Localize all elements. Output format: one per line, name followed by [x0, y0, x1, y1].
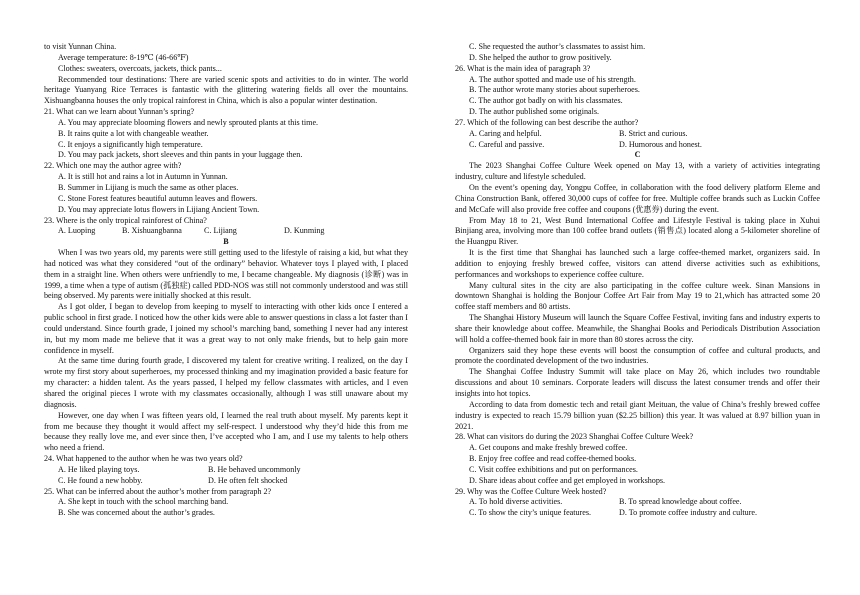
q23-options [44, 226, 408, 237]
q28-option-c: C. Visit coffee exhibitions and put on performances. [469, 464, 638, 474]
q23-option-a: A. Luoping [58, 226, 96, 236]
passage-c-paragraph-9: According to data from domestic tech and retail giant Meituan, the value of China’s freshly brewed coffee industry is expected to reach 15.79 billion yuan ($2.25 billion) this year. It was valued at 8.97 billion yuan in 2021. [455, 399, 820, 431]
q28-option-a: A. Get coupons and make freshly brewed coffee. [469, 443, 628, 453]
q22-option-d: D. You may appreciate lotus flowers in Lijiang Ancient Town. [58, 204, 260, 214]
q25-option-b: B. She was concerned about the author’s grades. [58, 508, 215, 518]
passage-c-paragraph-8: The Shanghai Coffee Industry Summit will take place on May 26, which includes two roundtable discussions and about 10 seminars. Corporate leaders will discuss the latest consumer trends and offer their insights into hot topics. [455, 367, 820, 398]
q25-option-a: A. She kept in touch with the school marching band. [58, 497, 229, 507]
q27-option-a: A. Caring and helpful. [469, 128, 542, 138]
q21-option-c: C. It enjoys a significantly high temperature. [58, 139, 203, 149]
q24-option-c: C. He found a new hobby. [58, 475, 143, 485]
question-22: 22. Which one may the author agree with? [44, 161, 182, 171]
question-26: 26. What is the main idea of paragraph 3? [455, 63, 591, 73]
section-c-heading: C [634, 150, 641, 160]
section-b-heading: B [223, 237, 229, 247]
q21-option-d: D. You may pack jackets, short sleeves and thin pants in your luggage then. [58, 150, 303, 160]
q23-option-c: C. Lijiang [204, 226, 237, 236]
q26-option-c: C. The author got badly on with his classmates. [469, 96, 623, 106]
passage-a-tail: to visit Yunnan China. [44, 42, 117, 51]
q24-option-d: D. He often felt shocked [208, 475, 288, 485]
q27-options [455, 129, 820, 151]
q25-option-d: D. She helped the author to grow positively. [469, 52, 612, 62]
q28-option-d: D. Share ideas about coffee and get employed in workshops. [469, 475, 666, 485]
passage-c-paragraph-4: It is the first time that Shanghai has launched such a large coffee-themed market, organizers said. In addition to enjoying freshly brewed coffee, visitors can attend diverse activities such as exhibitions, performances and workshops to experience coffee culture. [455, 248, 820, 279]
passage-c-paragraph-7: Organizers said they hope these events will boost the consumption of coffee and cultural products, and promote the coordinated development of the two industries. [455, 345, 820, 366]
passage-c-paragraph-3: From May 18 to 21, West Bund International Coffee and Lifestyle Festival is taking place in Xuhui Binjiang area, involving more than 100 coffee brand outlets (销售点) located along a 5-kilometer shoreline of the Huangpu River. [455, 215, 820, 247]
passage-c-paragraph-5: Many cultural sites in the city are also participating in the coffee culture week. Sinan Mansions in downtown Shanghai is holding the Bonjour Coffee Art Fair from May 19 to 21,which has attracted some 20 coffee staff members and 80 artists. [455, 280, 820, 312]
q22-option-c: C. Stone Forest features beautiful autumn leaves and flowers. [58, 193, 258, 203]
passage-c-paragraph-2: On the event’s opening day, Yongpu Coffee, in collaboration with the food delivery platform Eleme and China Construction Bank, offered 30,000 cups of coffee for free. Multiple coffee brands such as Luckin Coffee and McCafe will also provide free coffee and coupons (优惠券) during the event. [455, 182, 820, 214]
passage-c-paragraph-1: The 2023 Shanghai Coffee Culture Week opened on May 13, with a variety of activities integrating industry, culture and lifestyle scheduled. [455, 161, 820, 182]
q27-option-d: D. Humorous and honest. [619, 139, 702, 149]
q29-option-a: A. To hold diverse activities. [469, 497, 563, 507]
q23-option-d: D. Kunming [284, 226, 325, 236]
q29-options [455, 497, 820, 519]
tour-destinations: Recommended tour destinations: There are varied scenic spots and activities to do in winter. The world heritage Yuanyang Rice Terraces is fantastic with the glittering watering fields all over the mountains. Xishuangbanna houses the only tropical rainforest in China, which is also a popular winter destination. [44, 74, 408, 106]
q27-option-b: B. Strict and curious. [619, 128, 688, 138]
question-23: 23. Where is the only tropical rainforest of China? [44, 215, 207, 225]
q27-option-c: C. Careful and passive. [469, 139, 545, 149]
q24-options [44, 465, 408, 487]
passage-b-paragraph-3: At the same time during fourth grade, I discovered my talent for creative writing. I realized, on the day I wrote my first story about superheroes, my processed thinking and my imagination provided a basic feature for my character: a hidden talent. As the years passed, I helped my fellow classmates with articles, and I even shared the original pieces I wrote with my classmates occasionally, although I was still unaware about my diagnosis. [44, 356, 408, 409]
q26-option-b: B. The author wrote many stories about superheroes. [469, 85, 640, 95]
q22-option-b: B. Summer in Lijiang is much the same as other places. [58, 182, 239, 192]
question-25: 25. What can be inferred about the author’s mother from paragraph 2? [44, 486, 272, 496]
q29-option-d: D. To promote coffee industry and culture. [619, 508, 758, 518]
q29-option-c: C. To show the city’s unique features. [469, 508, 592, 518]
passage-b-paragraph-2: As I got older, I began to develop from keeping to myself to interacting with other kids once I entered a public school in first grade. I noticed how the other kids were able to answer questions in class a lot faster than I could understand. Since fourth grade, I joined my school’s marching band, something I never had any interest in, but my mom made me believe that it was a great way to not only make friends, but to help gain more confidence in myself. [44, 302, 408, 355]
question-28: 28. What can visitors do during the 2023 Shanghai Coffee Culture Week? [455, 432, 694, 442]
passage-b-paragraph-1: When I was two years old, my parents were still getting used to the lifestyle of raising a kid, but what they had noticed was what they considered “out of the ordinary” behavior. Whatever toys I played with, I placed them in a straight line. When others were unfriendly to me, I became changeable. My diagnosis (诊断) was in 1999, a time when a type of autism (孤独症) called PDD-NOS was still not commonly understood and was still being observed. My parents were initially shocked at this result. [44, 248, 408, 301]
right-column [455, 42, 820, 519]
clothes-line: Clothes: sweaters, overcoats, jackets, thick pants... [58, 63, 222, 73]
q25-option-c: C. She requested the author’s classmates to assist him. [469, 42, 646, 51]
question-21: 21. What can we learn about Yunnan’s spring? [44, 107, 195, 117]
q29-option-b: B. To spread knowledge about coffee. [619, 497, 742, 507]
q24-option-a: A. He liked playing toys. [58, 464, 140, 474]
q24-option-b: B. He behaved uncommonly [208, 464, 301, 474]
question-24: 24. What happened to the author when he was two years old? [44, 454, 243, 464]
average-temperature: Average temperature: 8-19℃ (46-66℉) [58, 52, 189, 62]
q28-option-b: B. Enjoy free coffee and read coffee-themed books. [469, 454, 637, 464]
q22-option-a: A. It is still hot and rains a lot in Autumn in Yunnan. [58, 172, 228, 182]
q21-option-a: A. You may appreciate blooming flowers and newly sprouted plants at this time. [58, 117, 319, 127]
q23-option-b: B. Xishuangbanna [122, 226, 182, 236]
passage-c-paragraph-6: The Shanghai History Museum will launch the Square Coffee Festival, inviting fans and industry experts to share their knowledge about coffee. Meanwhile, the Shanghai Books and Periodicals Distribution Association will hold a coffee-themed book fair in more than 80 stores across the city. [455, 313, 820, 344]
q26-option-a: A. The author spotted and made use of his strength. [469, 74, 636, 84]
passage-b-paragraph-4: However, one day when I was fifteen years old, I learned the real truth about myself. My parents kept it from me because they thought it would affect my self-respect. I understood why they’d hide this from me because they really love me, and ever since then, I’ve accepted who I am, and I use my talents to help others who need a friend. [44, 410, 408, 453]
q26-option-d: D. The author published some originals. [469, 107, 600, 117]
left-column [44, 42, 408, 519]
q21-option-b: B. It rains quite a lot with changeable weather. [58, 128, 209, 138]
question-29: 29. Why was the Coffee Culture Week hosted? [455, 486, 607, 496]
question-27: 27. Which of the following can best describe the author? [455, 117, 639, 127]
